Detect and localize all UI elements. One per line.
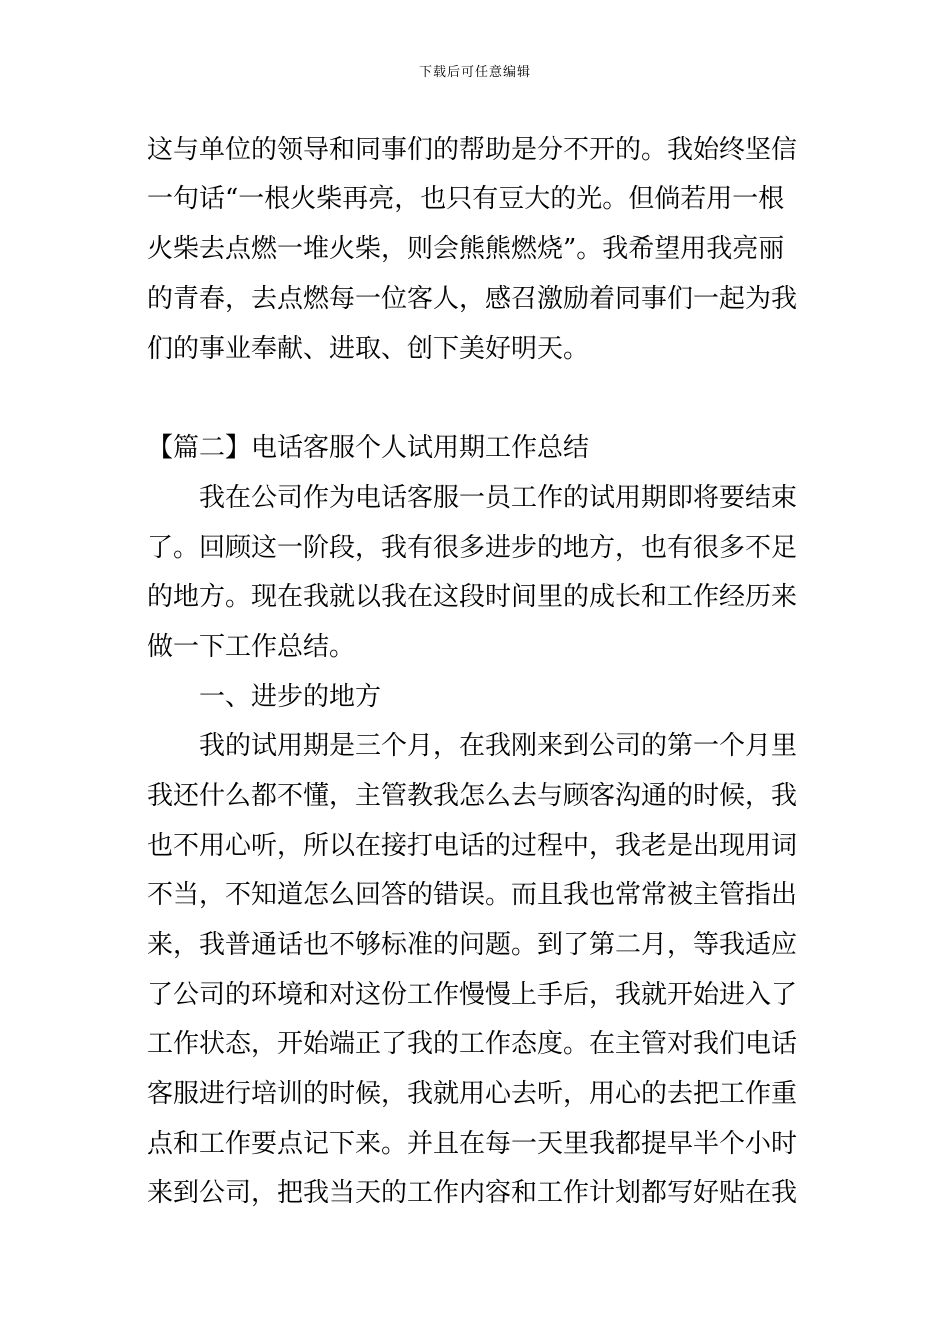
body-line: 工作状态，开始端正了我的工作态度。在主管对我们电话 xyxy=(147,1029,798,1059)
page-header: 下载后可任意编辑 xyxy=(418,65,531,80)
body-line: 一句话“一根火柴再亮，也只有豆大的光。但倘若用一根 xyxy=(147,184,785,214)
body-line: 的青春，去点燃每一位客人，感召激励着同事们一起为我 xyxy=(147,284,798,314)
body-line: 不当，不知道怎么回答的错误。而且我也常常被主管指出 xyxy=(147,880,798,910)
body-line: 也不用心听，所以在接打电话的过程中，我老是出现用词 xyxy=(147,831,798,861)
body-line: 们的事业奉献、进取、创下美好明天。 xyxy=(147,334,590,364)
body-line: 我在公司作为电话客服一员工作的试用期即将要结束 xyxy=(199,483,798,513)
body-line: 点和工作要点记下来。并且在每一天里我都提早半个小时 xyxy=(147,1129,798,1159)
body-line: 的地方。现在我就以我在这段时间里的成长和工作经历来 xyxy=(147,582,798,612)
subsection-heading: 一、进步的地方 xyxy=(199,682,382,712)
body-line: 我还什么都不懂，主管教我怎么去与顾客沟通的时候，我 xyxy=(147,781,798,811)
body-line: 这与单位的领导和同事们的帮助是分不开的。我始终坚信 xyxy=(147,135,798,165)
body-line: 了。回顾这一阶段，我有很多进步的地方，也有很多不足 xyxy=(147,533,798,563)
body-line: 我的试用期是三个月，在我刚来到公司的第一个月里 xyxy=(199,731,798,761)
body-line: 来，我普通话也不够标准的问题。到了第二月，等我适应 xyxy=(147,930,798,960)
body-line: 火柴去点燃一堆火柴，则会熊熊燃烧”。我希望用我亮丽 xyxy=(147,234,785,264)
body-line: 来到公司，把我当天的工作内容和工作计划都写好贴在我 xyxy=(147,1178,798,1208)
body-line: 做一下工作总结。 xyxy=(147,632,356,662)
body-line: 了公司的环境和对这份工作慢慢上手后，我就开始进入了 xyxy=(147,980,798,1010)
body-line: 客服进行培训的时候，我就用心去听，用心的去把工作重 xyxy=(147,1079,798,1109)
section-heading: 【篇二】电话客服个人试用期工作总结 xyxy=(147,433,590,463)
